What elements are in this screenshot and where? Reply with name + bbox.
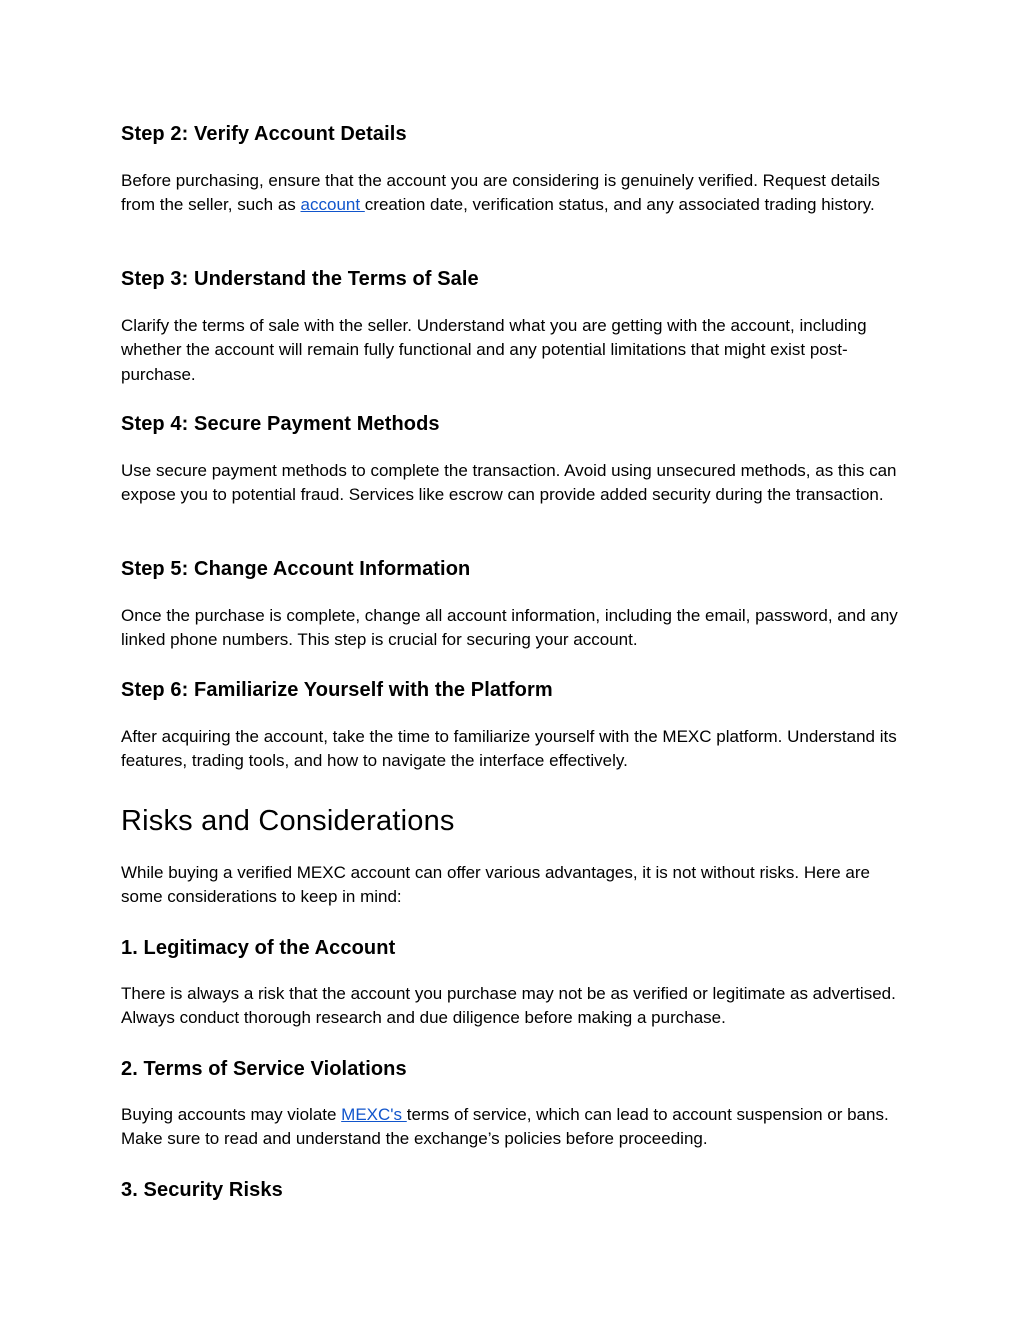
section-step-2-body	[121, 169, 911, 218]
section-title: Risks and Considerations	[121, 805, 455, 837]
paragraph-text: creation date, verification status, and any associated trading history.	[364, 195, 875, 215]
section-step-5	[121, 557, 911, 581]
section-step-5-body	[121, 604, 911, 653]
section-step-4	[121, 412, 911, 436]
risk-item-2-body	[121, 1103, 911, 1152]
paragraph	[121, 169, 911, 218]
section-heading: 3. Security Risks	[121, 1179, 283, 1201]
risk-item-1	[121, 936, 911, 960]
paragraph: Clarify the terms of sale with the seller. Understand what you are getting with the account, including whether the account will remain fully functional and any potential limitations that might exist post-purchase.	[121, 316, 867, 384]
risk-item-1-body	[121, 982, 911, 1031]
paragraph-text: Before purchasing, ensure that the account you are considering is genuinely verified. Request details from the seller, such as	[121, 171, 880, 215]
section-step-3-body	[121, 314, 911, 387]
section-heading: Step 3: Understand the Terms of Sale	[121, 268, 479, 290]
section-heading: Step 5: Change Account Information	[121, 558, 471, 580]
section-heading: Step 4: Secure Payment Methods	[121, 413, 440, 435]
paragraph: Once the purchase is complete, change all account information, including the email, password, and any linked phone numbers. This step is crucial for securing your account.	[121, 606, 898, 650]
paragraph: While buying a verified MEXC account can offer various advantages, it is not without risks. Here are some considerations to keep in mind:	[121, 863, 870, 907]
section-step-3	[121, 267, 911, 291]
section-heading: Step 6: Familiarize Yourself with the Platform	[121, 679, 553, 701]
section-step-6	[121, 678, 911, 702]
risks-section-title	[121, 803, 911, 839]
risk-item-3	[121, 1178, 911, 1202]
section-heading: Step 2: Verify Account Details	[121, 123, 407, 145]
paragraph: After acquiring the account, take the time to familiarize yourself with the MEXC platform. Understand its features, trading tools, and how to navigate the interface effectively.	[121, 727, 897, 771]
account-link[interactable]: account	[300, 195, 365, 215]
paragraph	[121, 1103, 911, 1152]
risk-item-2	[121, 1057, 911, 1081]
section-step-6-body	[121, 725, 911, 774]
risks-intro	[121, 861, 911, 910]
paragraph: There is always a risk that the account you purchase may not be as verified or legitimate as advertised. Always conduct thorough research and due diligence before making a purchase.	[121, 984, 896, 1028]
paragraph-text: terms of service, which can lead to account suspension or bans. Make sure to read and understand the exchange’s policies before proceeding.	[121, 1105, 889, 1149]
paragraph: Use secure payment methods to complete the transaction. Avoid using unsecured methods, as this can expose you to potential fraud. Services like escrow can provide added security during the transaction.	[121, 461, 897, 505]
section-step-4-body	[121, 459, 911, 508]
section-step-2	[121, 122, 911, 146]
paragraph-text: Buying accounts may violate	[121, 1105, 342, 1124]
mexc-link[interactable]: MEXC's	[341, 1105, 407, 1124]
section-heading: 2. Terms of Service Violations	[121, 1058, 407, 1080]
section-heading: 1. Legitimacy of the Account	[121, 937, 396, 959]
